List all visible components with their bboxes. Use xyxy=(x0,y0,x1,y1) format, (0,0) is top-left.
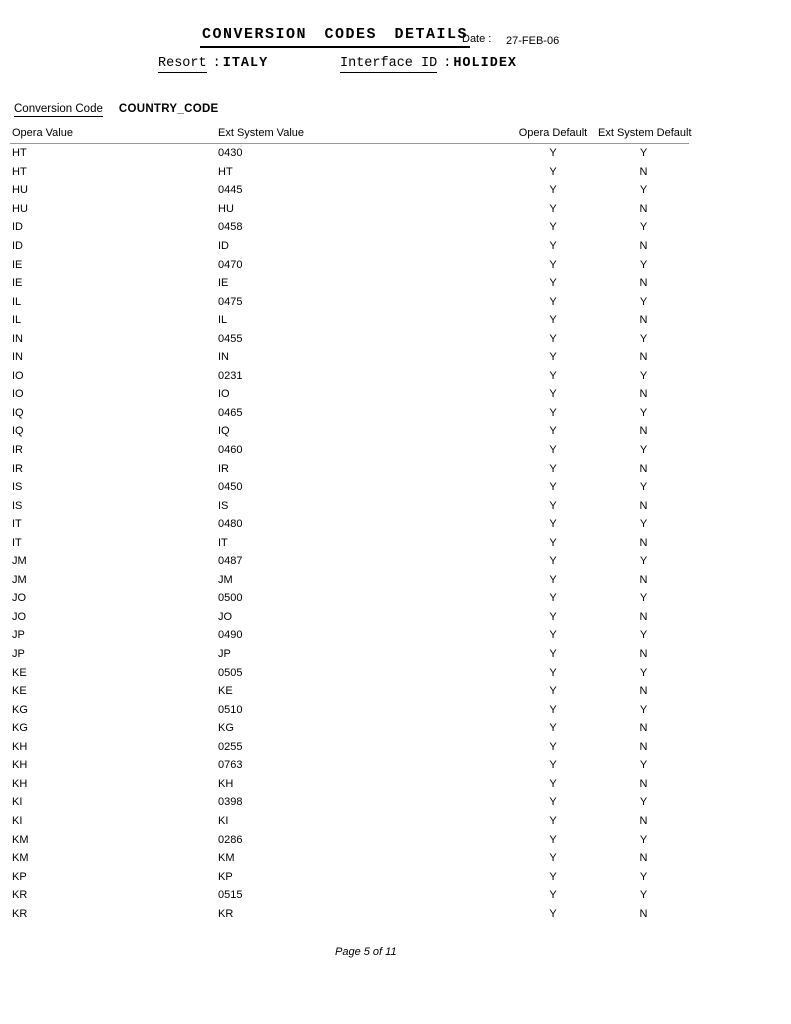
opera-value-cell: HT xyxy=(12,165,27,178)
ext-system-default-cell: Y xyxy=(639,406,648,419)
opera-value-cell: KH xyxy=(12,777,28,790)
opera-default-cell: Y xyxy=(549,610,557,623)
ext-system-default-cell: Y xyxy=(639,870,648,883)
table-row xyxy=(10,367,689,386)
ext-system-default-cell: N xyxy=(639,573,648,586)
opera-value-cell: IT xyxy=(12,518,22,531)
opera-default-cell: Y xyxy=(549,165,557,178)
column-header-opera-default: Opera Default xyxy=(518,127,588,139)
ext-system-default-cell: N xyxy=(639,907,648,920)
opera-default-cell: Y xyxy=(549,703,557,716)
opera-default-cell: Y xyxy=(549,369,557,382)
opera-value-cell: KG xyxy=(12,703,28,716)
table-row xyxy=(10,552,689,571)
ext-system-value-cell: IR xyxy=(218,462,229,475)
opera-default-cell: Y xyxy=(549,555,557,568)
ext-system-default-cell: N xyxy=(639,852,648,865)
ext-system-value-cell: IO xyxy=(218,388,230,401)
opera-value-cell: IL xyxy=(12,314,22,327)
opera-default-cell: Y xyxy=(549,481,557,494)
ext-system-value-cell: IN xyxy=(218,351,229,364)
ext-system-value-cell: 0510 xyxy=(218,703,243,716)
ext-system-value-cell: KP xyxy=(218,870,233,883)
ext-system-default-cell: N xyxy=(639,648,648,661)
opera-value-cell: KM xyxy=(12,852,29,865)
table-row xyxy=(10,886,689,905)
ext-system-value-cell: 0470 xyxy=(218,258,243,271)
opera-value-cell: JM xyxy=(12,555,27,568)
table-row xyxy=(10,533,689,552)
conversion-code-label: Conversion Code xyxy=(14,103,103,115)
ext-system-value-cell: 0450 xyxy=(218,481,243,494)
ext-system-value-cell: 0430 xyxy=(218,147,243,160)
interface-id-field xyxy=(340,56,517,71)
opera-default-cell: Y xyxy=(549,648,557,661)
ext-system-default-cell: N xyxy=(639,740,648,753)
ext-system-default-cell: N xyxy=(639,462,648,475)
ext-system-default-cell: Y xyxy=(639,703,648,716)
table-body xyxy=(10,144,689,923)
table-row xyxy=(10,218,689,237)
opera-default-cell: Y xyxy=(549,184,557,197)
resort-label: Resort xyxy=(158,56,207,71)
opera-value-cell: IR xyxy=(12,462,23,475)
ext-system-default-cell: N xyxy=(639,202,648,215)
opera-default-cell: Y xyxy=(549,221,557,234)
ext-system-value-cell: 0763 xyxy=(218,759,243,772)
opera-value-cell: KE xyxy=(12,666,27,679)
ext-system-value-cell: KR xyxy=(218,907,234,920)
opera-value-cell: IN xyxy=(12,332,23,345)
opera-value-cell: KR xyxy=(12,907,28,920)
conversion-code-value: COUNTRY_CODE xyxy=(118,103,219,115)
ext-system-value-cell: 0255 xyxy=(218,740,243,753)
opera-default-cell: Y xyxy=(549,425,557,438)
ext-system-default-cell: Y xyxy=(639,555,648,568)
column-header-opera-value: Opera Value xyxy=(12,127,73,139)
ext-system-default-cell: N xyxy=(639,388,648,401)
opera-value-cell: JP xyxy=(12,648,25,661)
opera-value-cell: KR xyxy=(12,889,28,902)
opera-value-cell: IE xyxy=(12,258,23,271)
opera-default-cell: Y xyxy=(549,592,557,605)
table-row xyxy=(10,719,689,738)
ext-system-value-cell: IE xyxy=(218,277,229,290)
opera-default-cell: Y xyxy=(549,444,557,457)
opera-default-cell: Y xyxy=(549,573,557,586)
table-row xyxy=(10,700,689,719)
table-row xyxy=(10,793,689,812)
ext-system-value-cell: 0398 xyxy=(218,796,243,809)
table-row xyxy=(10,459,689,478)
opera-default-cell: Y xyxy=(549,852,557,865)
ext-system-default-cell: Y xyxy=(639,796,648,809)
opera-default-cell: Y xyxy=(549,796,557,809)
resort-value: ITALY xyxy=(222,56,269,71)
table-row xyxy=(10,608,689,627)
ext-system-default-cell: Y xyxy=(639,221,648,234)
page-title: CONVERSION CODES DETAILS xyxy=(200,26,470,48)
table-row xyxy=(10,589,689,608)
table-row xyxy=(10,645,689,664)
ext-system-value-cell: ID xyxy=(218,240,229,252)
opera-default-cell: Y xyxy=(549,462,557,475)
opera-value-cell: IL xyxy=(12,295,22,308)
ext-system-value-cell: 0500 xyxy=(218,592,243,605)
ext-system-value-cell: 0505 xyxy=(218,666,243,679)
ext-system-value-cell: 0445 xyxy=(218,184,243,197)
ext-system-default-cell: N xyxy=(639,814,648,827)
ext-system-value-cell: IT xyxy=(218,536,228,549)
table-row xyxy=(10,181,689,200)
ext-system-default-cell: Y xyxy=(639,518,648,531)
resort-separator: : xyxy=(212,56,221,71)
ext-system-value-cell: 0231 xyxy=(218,369,243,382)
ext-system-default-cell: N xyxy=(639,610,648,623)
ext-system-default-cell: Y xyxy=(639,481,648,494)
ext-system-default-cell: N xyxy=(639,351,648,364)
ext-system-default-cell: Y xyxy=(639,369,648,382)
opera-default-cell: Y xyxy=(549,870,557,883)
ext-system-default-cell: Y xyxy=(639,833,648,846)
opera-default-cell: Y xyxy=(549,202,557,215)
ext-system-value-cell: 0455 xyxy=(218,332,243,345)
ext-system-value-cell: 0487 xyxy=(218,555,243,568)
opera-value-cell: JM xyxy=(12,573,27,586)
ext-system-value-cell: 0480 xyxy=(218,518,243,531)
table-row xyxy=(10,237,689,256)
table-row xyxy=(10,441,689,460)
ext-system-value-cell: JM xyxy=(218,573,233,586)
table-row xyxy=(10,515,689,534)
table-row xyxy=(10,571,689,590)
table-row xyxy=(10,274,689,293)
ext-system-value-cell: JO xyxy=(218,610,233,623)
ext-system-value-cell: IS xyxy=(218,499,229,512)
opera-default-cell: Y xyxy=(549,295,557,308)
ext-system-default-cell: N xyxy=(639,240,648,252)
opera-value-cell: IN xyxy=(12,351,23,364)
opera-value-cell: KI xyxy=(12,796,23,809)
opera-value-cell: IO xyxy=(12,388,24,401)
opera-value-cell: IS xyxy=(12,499,23,512)
opera-value-cell: KM xyxy=(12,833,29,846)
table-row xyxy=(10,663,689,682)
opera-default-cell: Y xyxy=(549,814,557,827)
opera-default-cell: Y xyxy=(549,833,557,846)
table-row xyxy=(10,163,689,182)
table-row xyxy=(10,200,689,219)
table-row xyxy=(10,311,689,330)
ext-system-default-cell: Y xyxy=(639,444,648,457)
opera-value-cell: HT xyxy=(12,147,27,160)
opera-default-cell: Y xyxy=(549,332,557,345)
table-row xyxy=(10,849,689,868)
table-row xyxy=(10,867,689,886)
opera-value-cell: IO xyxy=(12,369,24,382)
opera-value-cell: JP xyxy=(12,629,25,642)
opera-default-cell: Y xyxy=(549,740,557,753)
ext-system-value-cell: 0475 xyxy=(218,295,243,308)
interface-id-value: HOLIDEX xyxy=(453,56,518,71)
column-header-ext-system-default: Ext System Default xyxy=(598,127,692,139)
ext-system-default-cell: N xyxy=(639,165,648,178)
table-row xyxy=(10,385,689,404)
opera-value-cell: KG xyxy=(12,722,28,735)
opera-default-cell: Y xyxy=(549,685,557,698)
table-row xyxy=(10,904,689,923)
opera-default-cell: Y xyxy=(549,499,557,512)
opera-value-cell: IR xyxy=(12,444,23,457)
ext-system-value-cell: KM xyxy=(218,852,235,865)
ext-system-default-cell: N xyxy=(639,314,648,327)
ext-system-value-cell: 0465 xyxy=(218,406,243,419)
opera-value-cell: IE xyxy=(12,277,23,290)
ext-system-value-cell: 0286 xyxy=(218,833,243,846)
table-row xyxy=(10,255,689,274)
table-row xyxy=(10,348,689,367)
ext-system-default-cell: N xyxy=(639,722,648,735)
opera-default-cell: Y xyxy=(549,759,557,772)
table-row xyxy=(10,496,689,515)
opera-value-cell: ID xyxy=(12,221,23,234)
table-row xyxy=(10,812,689,831)
opera-default-cell: Y xyxy=(549,147,557,160)
page-number: Page 5 of 11 xyxy=(335,946,397,958)
table-row xyxy=(10,756,689,775)
opera-default-cell: Y xyxy=(549,406,557,419)
opera-default-cell: Y xyxy=(549,777,557,790)
table-row xyxy=(10,775,689,794)
ext-system-value-cell: HU xyxy=(218,202,234,215)
opera-value-cell: HU xyxy=(12,202,28,215)
ext-system-default-cell: Y xyxy=(639,889,648,902)
ext-system-value-cell: IL xyxy=(218,314,228,327)
ext-system-default-cell: Y xyxy=(639,295,648,308)
opera-default-cell: Y xyxy=(549,889,557,902)
opera-value-cell: KH xyxy=(12,740,28,753)
ext-system-value-cell: 0490 xyxy=(218,629,243,642)
interface-id-label: Interface ID xyxy=(340,56,438,71)
ext-system-default-cell: N xyxy=(639,425,648,438)
ext-system-default-cell: N xyxy=(639,536,648,549)
ext-system-value-cell: HT xyxy=(218,165,233,178)
opera-default-cell: Y xyxy=(549,907,557,920)
opera-default-cell: Y xyxy=(549,518,557,531)
ext-system-default-cell: N xyxy=(639,777,648,790)
table-row xyxy=(10,738,689,757)
conversion-code-field xyxy=(14,103,219,115)
opera-default-cell: Y xyxy=(549,258,557,271)
opera-value-cell: KI xyxy=(12,814,23,827)
ext-system-default-cell: Y xyxy=(639,592,648,605)
table-row xyxy=(10,830,689,849)
opera-value-cell: ID xyxy=(12,240,23,252)
ext-system-value-cell: 0460 xyxy=(218,444,243,457)
ext-system-value-cell: IQ xyxy=(218,425,230,438)
opera-default-cell: Y xyxy=(549,240,557,252)
table-row xyxy=(10,682,689,701)
opera-default-cell: Y xyxy=(549,629,557,642)
ext-system-value-cell: KG xyxy=(218,722,234,735)
opera-default-cell: Y xyxy=(549,277,557,290)
ext-system-value-cell: JP xyxy=(218,648,231,661)
table-row xyxy=(10,478,689,497)
ext-system-default-cell: Y xyxy=(639,258,648,271)
ext-system-default-cell: Y xyxy=(639,629,648,642)
ext-system-value-cell: KH xyxy=(218,777,234,790)
opera-value-cell: IQ xyxy=(12,425,24,438)
date-label: Date : xyxy=(462,33,492,45)
ext-system-default-cell: Y xyxy=(639,332,648,345)
opera-default-cell: Y xyxy=(549,314,557,327)
ext-system-default-cell: N xyxy=(639,685,648,698)
opera-value-cell: JO xyxy=(12,592,27,605)
table-row xyxy=(10,292,689,311)
date-value: 27-FEB-06 xyxy=(506,35,560,47)
ext-system-value-cell: 0458 xyxy=(218,221,243,234)
opera-value-cell: IS xyxy=(12,481,23,494)
conversion-codes-table xyxy=(10,127,692,923)
table-row xyxy=(10,329,689,348)
ext-system-value-cell: KI xyxy=(218,814,229,827)
table-row xyxy=(10,404,689,423)
opera-value-cell: HU xyxy=(12,184,28,197)
opera-value-cell: KP xyxy=(12,870,27,883)
ext-system-default-cell: Y xyxy=(639,759,648,772)
table-row xyxy=(10,422,689,441)
opera-value-cell: KE xyxy=(12,685,27,698)
opera-value-cell: KH xyxy=(12,759,28,772)
ext-system-default-cell: N xyxy=(639,499,648,512)
table-header-row xyxy=(10,127,692,144)
ext-system-default-cell: N xyxy=(639,277,648,290)
ext-system-default-cell: Y xyxy=(639,184,648,197)
resort-field xyxy=(158,56,268,71)
opera-default-cell: Y xyxy=(549,388,557,401)
opera-default-cell: Y xyxy=(549,536,557,549)
interface-id-separator: : xyxy=(443,56,452,71)
ext-system-value-cell: KE xyxy=(218,685,233,698)
opera-default-cell: Y xyxy=(549,351,557,364)
opera-value-cell: IQ xyxy=(12,406,24,419)
table-row xyxy=(10,626,689,645)
ext-system-default-cell: Y xyxy=(639,147,648,160)
opera-value-cell: JO xyxy=(12,610,27,623)
opera-default-cell: Y xyxy=(549,722,557,735)
opera-default-cell: Y xyxy=(549,666,557,679)
column-header-ext-system-value: Ext System Value xyxy=(218,127,304,139)
ext-system-value-cell: 0515 xyxy=(218,889,243,902)
table-row xyxy=(10,144,689,163)
ext-system-default-cell: Y xyxy=(639,666,648,679)
opera-value-cell: IT xyxy=(12,536,22,549)
